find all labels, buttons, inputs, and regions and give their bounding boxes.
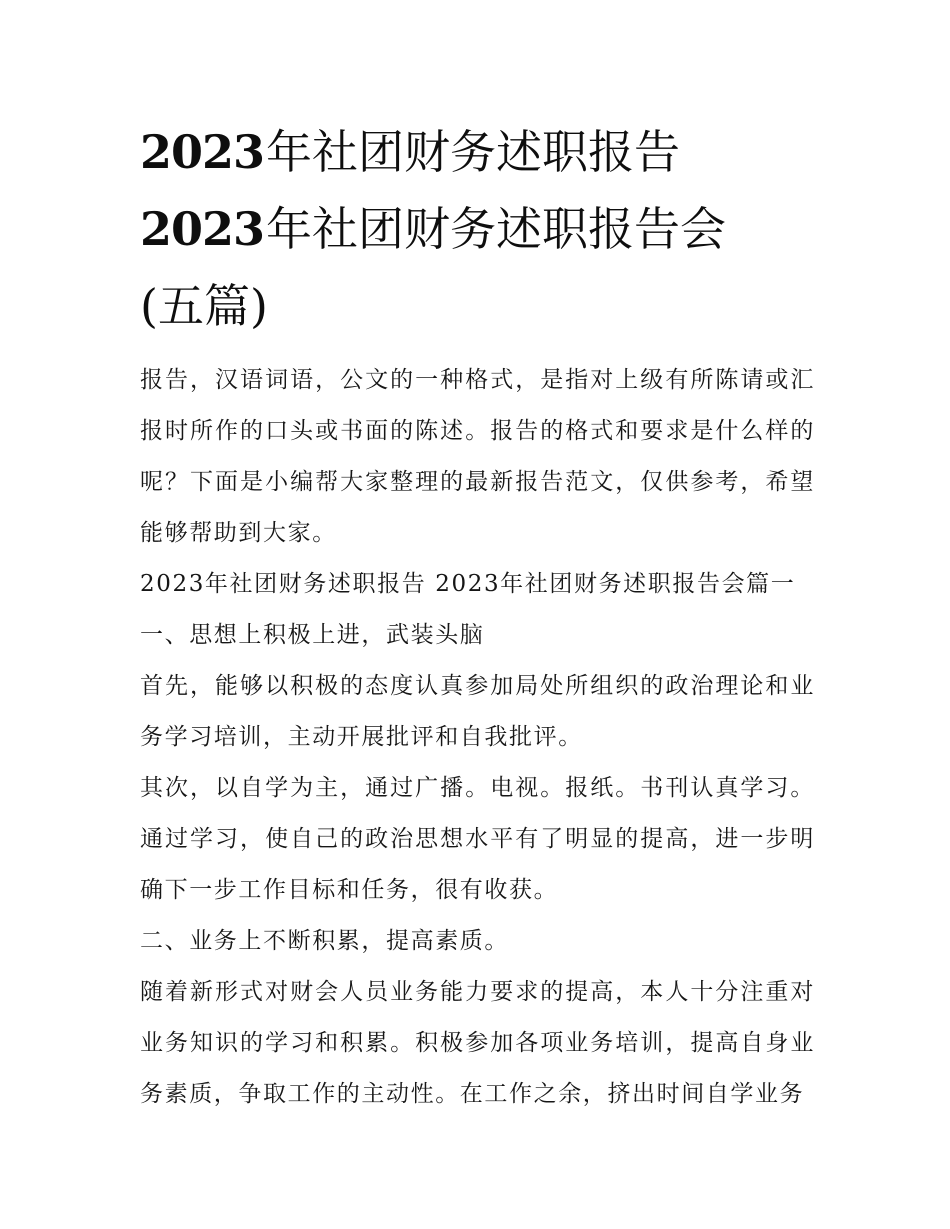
section-heading: 2023年社团财务述职报告 2023年社团财务述职报告会篇一 [140,571,796,597]
subheading-2: 二、业务上不断积累，提高素质。 [140,928,509,954]
title-line-2 [140,191,820,268]
title-year-2: 2023 [140,202,265,256]
title-line-1 [140,114,820,191]
body-paragraph-1: 首先，能够以积极的态度认真参加局处所组织的政治理论和业务学习培训，主动开展批评和自我批评。 [140,673,815,750]
title-line-3: (五篇) [140,279,268,333]
document-title [140,114,820,345]
body-paragraph-2: 其次，以自学为主，通过广播。电视。报纸。书刊认真学习。通过学习，使自己的政治思想水平有了明显的提高，进一步明确下一步工作目标和任务，很有收获。 [140,775,815,903]
subheading-1: 一、思想上积极上进，武装头脑 [140,622,485,648]
body-paragraph-3: 随着新形式对财会人员业务能力要求的提高，本人十分注重对业务知识的学习和积累。积极参加各项业务培训，提高自身业务素质，争取工作的主动性。在工作之余，挤出时间自学业务 [140,979,815,1107]
intro-paragraph: 报告，汉语词语，公文的一种格式，是指对上级有所陈请或汇报时所作的口头或书面的陈述。报告的格式和要求是什么样的呢？下面是小编帮大家整理的最新报告范文，仅供参考，希望能够帮助到大家。 [140,367,815,546]
title-year-1: 2023 [140,125,265,179]
title-text-1: 年社团财务述职报告 [266,125,681,179]
document-body [140,355,815,1120]
title-text-2: 年社团财务述职报告会 [266,202,727,256]
